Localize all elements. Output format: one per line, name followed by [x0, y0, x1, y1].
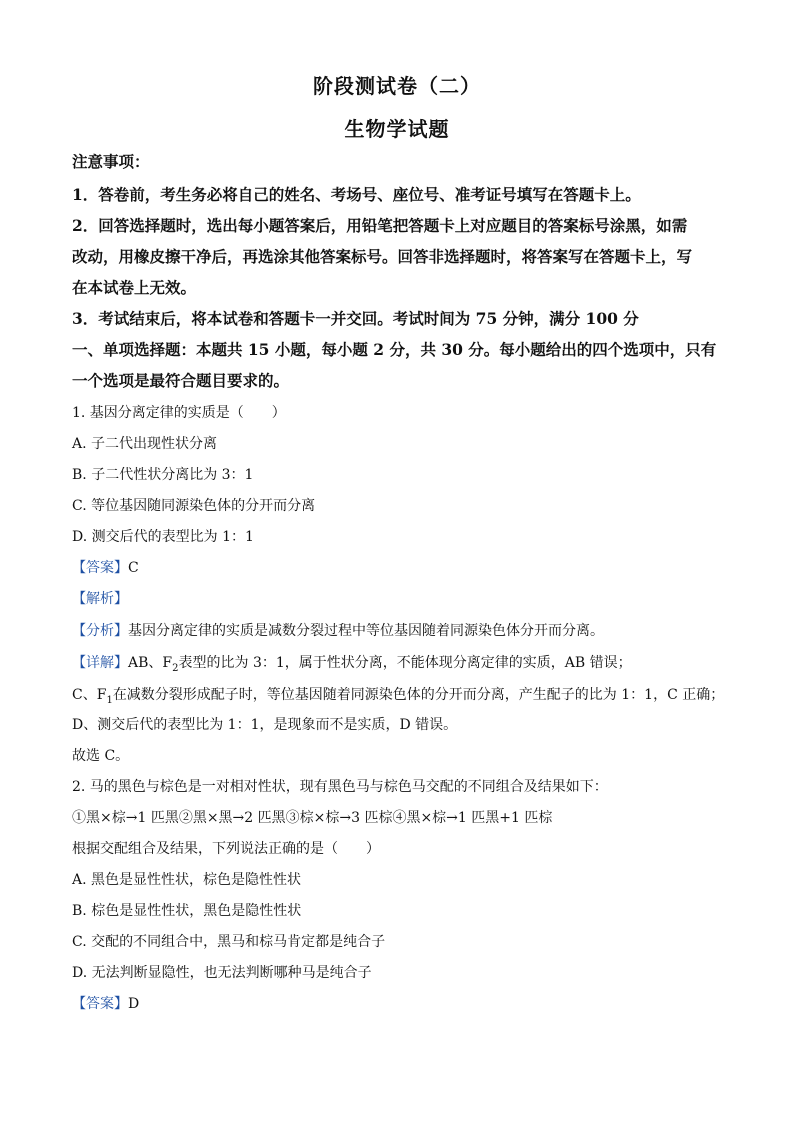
q1-choose: 故选 C。: [72, 748, 130, 764]
xiangjie-text-b: 表型的比为 3：1，属于性状分离，不能体现分离定律的实质，AB 错误；: [178, 655, 632, 671]
q1-detail-d: D、测交后代的表型比为 1：1，是现象而不是实质，D 错误。: [72, 717, 458, 733]
page-title: 阶段测试卷（二）: [313, 74, 481, 98]
answer-tag: 【答案】: [72, 560, 128, 576]
xiangjie-tag: 【详解】: [72, 655, 128, 671]
q1-detail-c: [72, 684, 724, 704]
q1-option-b: B. 子二代性状分离比为 3：1: [72, 467, 254, 483]
answer-tag: 【答案】: [72, 996, 128, 1012]
fenxi-text: 基因分离定律的实质是减数分裂过程中等位基因随着同源染色体分开而分离。: [128, 623, 604, 639]
notice-heading: 注意事项：: [72, 152, 150, 171]
q1-stem: 1. 基因分离定律的实质是（ ）: [72, 405, 286, 421]
q2-crosses: ①黑×棕→1 匹黑②黑×黑→2 匹黑③棕×棕→3 匹棕④黑×棕→1 匹黑+1 匹棕: [72, 810, 553, 826]
notice-item-2-line-3: 在本试卷上无效。: [72, 278, 197, 297]
section-heading-line-1: 一、单项选择题：本题共 15 小题，每小题 2 分，共 30 分。每小题给出的四个选项中，只有: [72, 340, 717, 359]
q2-question: 根据交配组合及结果，下列说法正确的是（ ）: [72, 841, 380, 857]
notice-item-2-line-1: 2．回答选择题时，选出每小题答案后，用铅笔把答题卡上对应题目的答案标号涂黑，如需: [72, 216, 688, 235]
section-heading-line-2: 一个选项是最符合题目要求的。: [72, 371, 290, 390]
q1-option-a: A. 子二代出现性状分离: [72, 436, 218, 452]
q2-option-a: A. 黑色是显性性状，棕色是隐性性状: [72, 872, 302, 888]
q2-answer: [72, 993, 139, 1013]
q1-option-d: D. 测交后代的表型比为 1：1: [72, 529, 254, 545]
q2-option-c: C. 交配的不同组合中，黑马和棕马肯定都是纯合子: [72, 934, 386, 950]
detail-c-b: 在减数分裂形成配子时，等位基因随着同源染色体的分开而分离，产生配子的比为 1：1，C 正确；: [112, 687, 725, 703]
notice-item-3: 3．考试结束后，将本试卷和答题卡一并交回。考试时间为 75 分钟，满分 100 分: [72, 309, 639, 328]
q1-analysis-tag: 【解析】: [72, 591, 128, 607]
xiangjie-subscript: 2: [172, 662, 179, 674]
q1-xiangjie: [72, 652, 632, 672]
fenxi-tag: 【分析】: [72, 623, 128, 639]
xiangjie-text-a: AB、F: [128, 655, 173, 671]
q2-option-b: B. 棕色是显性性状，黑色是隐性性状: [72, 903, 302, 919]
q1-option-c: C. 等位基因随同源染色体的分开而分离: [72, 498, 316, 514]
q1-fenxi: [72, 620, 604, 640]
q2-stem: 2. 马的黑色与棕色是一对相对性状，现有黑色马与棕色马交配的不同组合及结果如下：: [72, 779, 608, 795]
page-subtitle: 生物学试题: [344, 117, 450, 141]
answer-value: D: [128, 996, 140, 1012]
detail-c-subscript: 1: [106, 694, 113, 706]
notice-item-2-line-2: 改动，用橡皮擦干净后，再选涂其他答案标号。回答非选择题时，将答案写在答题卡上，写: [72, 247, 693, 266]
q2-option-d: D. 无法判断显隐性，也无法判断哪种马是纯合子: [72, 965, 372, 981]
detail-c-a: C、F: [72, 687, 107, 703]
notice-item-1: 1．答卷前，考生务必将自己的姓名、考场号、座位号、准考证号填写在答题卡上。: [72, 185, 641, 204]
answer-value: C: [128, 560, 139, 576]
q1-answer: [72, 557, 139, 577]
